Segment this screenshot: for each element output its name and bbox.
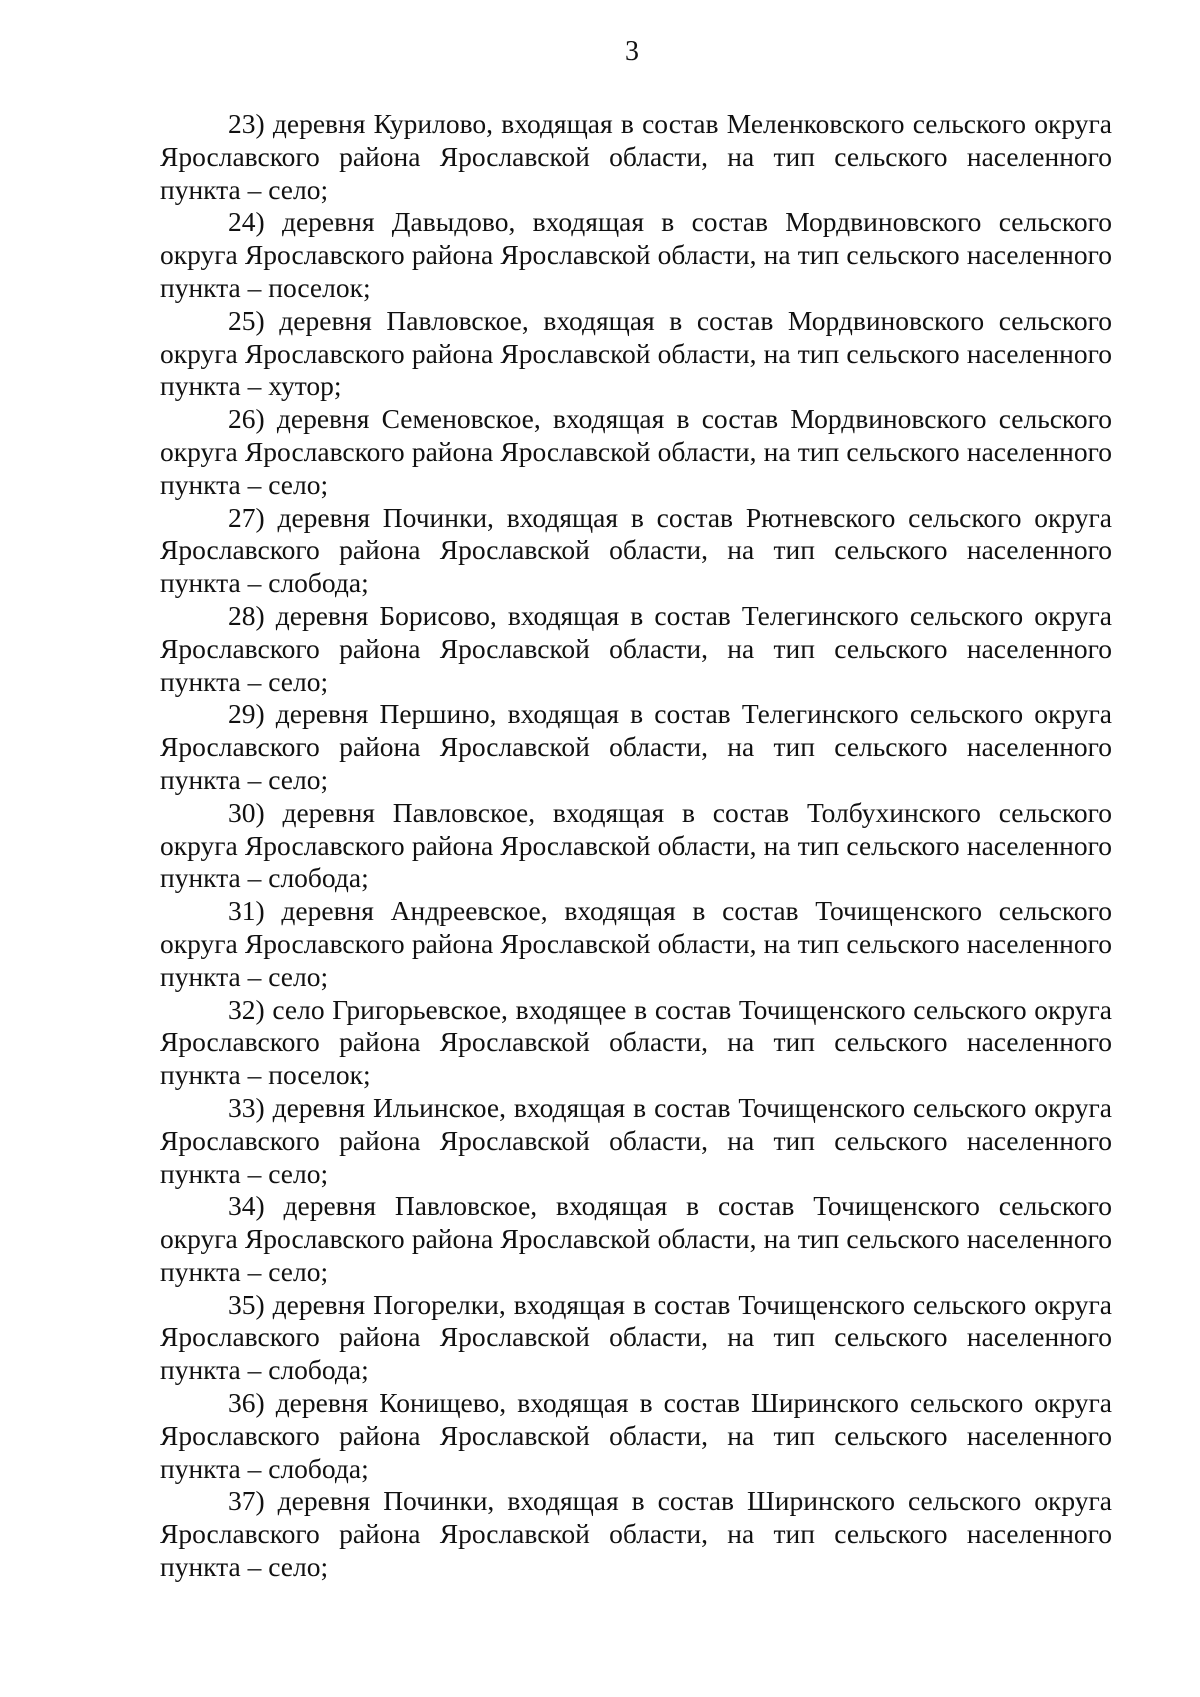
item-list bbox=[160, 108, 1112, 1584]
list-item: 28) деревня Борисово, входящая в состав Телегинского сельского округа Ярославского района Ярославской области, на тип сельского населенного пункта – село; bbox=[160, 599, 1112, 697]
list-item: 34) деревня Павловское, входящая в состав Точищенского сельского округа Ярославского района Ярославской области, на тип сельского населенного пункта – село; bbox=[160, 1190, 1112, 1287]
list-item: 36) деревня Конищево, входящая в состав Ширинского сельского округа Ярославского района Ярославской области, на тип сельского населенного пункта – слобода; bbox=[160, 1387, 1112, 1484]
list-item: 31) деревня Андреевское, входящая в состав Точищенского сельского округа Ярославского района Ярославской области, на тип сельского населенного пункта – село; bbox=[160, 895, 1112, 992]
list-item: 35) деревня Погорелки, входящая в состав Точищенского сельского округа Ярославского района Ярославской области, на тип сельского населенного пункта – слобода; bbox=[160, 1288, 1112, 1386]
list-item: 25) деревня Павловское, входящая в состав Мордвиновского сельского округа Ярославского района Ярославской области, на тип сельского населенного пункта – хутор; bbox=[160, 304, 1112, 402]
list-item: 37) деревня Починки, входящая в состав Ширинского сельского округа Ярославского района Ярославской области, на тип сельского населенного пункта – село; bbox=[160, 1485, 1112, 1583]
list-item: 26) деревня Семеновское, входящая в состав Мордвиновского сельского округа Ярославского района Ярославской области, на тип сельского населенного пункта – село; bbox=[160, 403, 1112, 500]
list-item: 33) деревня Ильинское, входящая в состав Точищенского сельского округа Ярославского района Ярославской области, на тип сельского населенного пункта – село; bbox=[160, 1091, 1112, 1189]
list-item: 29) деревня Першино, входящая в состав Телегинского сельского округа Ярославского района Ярославской области, на тип сельского населенного пункта – село; bbox=[160, 698, 1112, 795]
list-item: 23) деревня Курилово, входящая в состав Меленковского сельского округа Ярославского района Ярославской области, на тип сельского населенного пункта – село; bbox=[160, 108, 1112, 205]
page-number: 3 bbox=[625, 36, 639, 67]
list-item: 30) деревня Павловское, входящая в состав Толбухинского сельского округа Ярославского района Ярославской области, на тип сельского населенного пункта – слобода; bbox=[160, 796, 1112, 894]
list-item: 32) село Григорьевское, входящее в состав Точищенского сельского округа Ярославского района Ярославской области, на тип сельского населенного пункта – поселок; bbox=[160, 993, 1112, 1091]
list-item: 24) деревня Давыдово, входящая в состав Мордвиновского сельского округа Ярославского района Ярославской области, на тип сельского населенного пункта – поселок; bbox=[160, 206, 1112, 303]
list-item: 27) деревня Починки, входящая в состав Рютневского сельского округа Ярославского района Ярославской области, на тип сельского населенного пункта – слобода; bbox=[160, 501, 1112, 599]
